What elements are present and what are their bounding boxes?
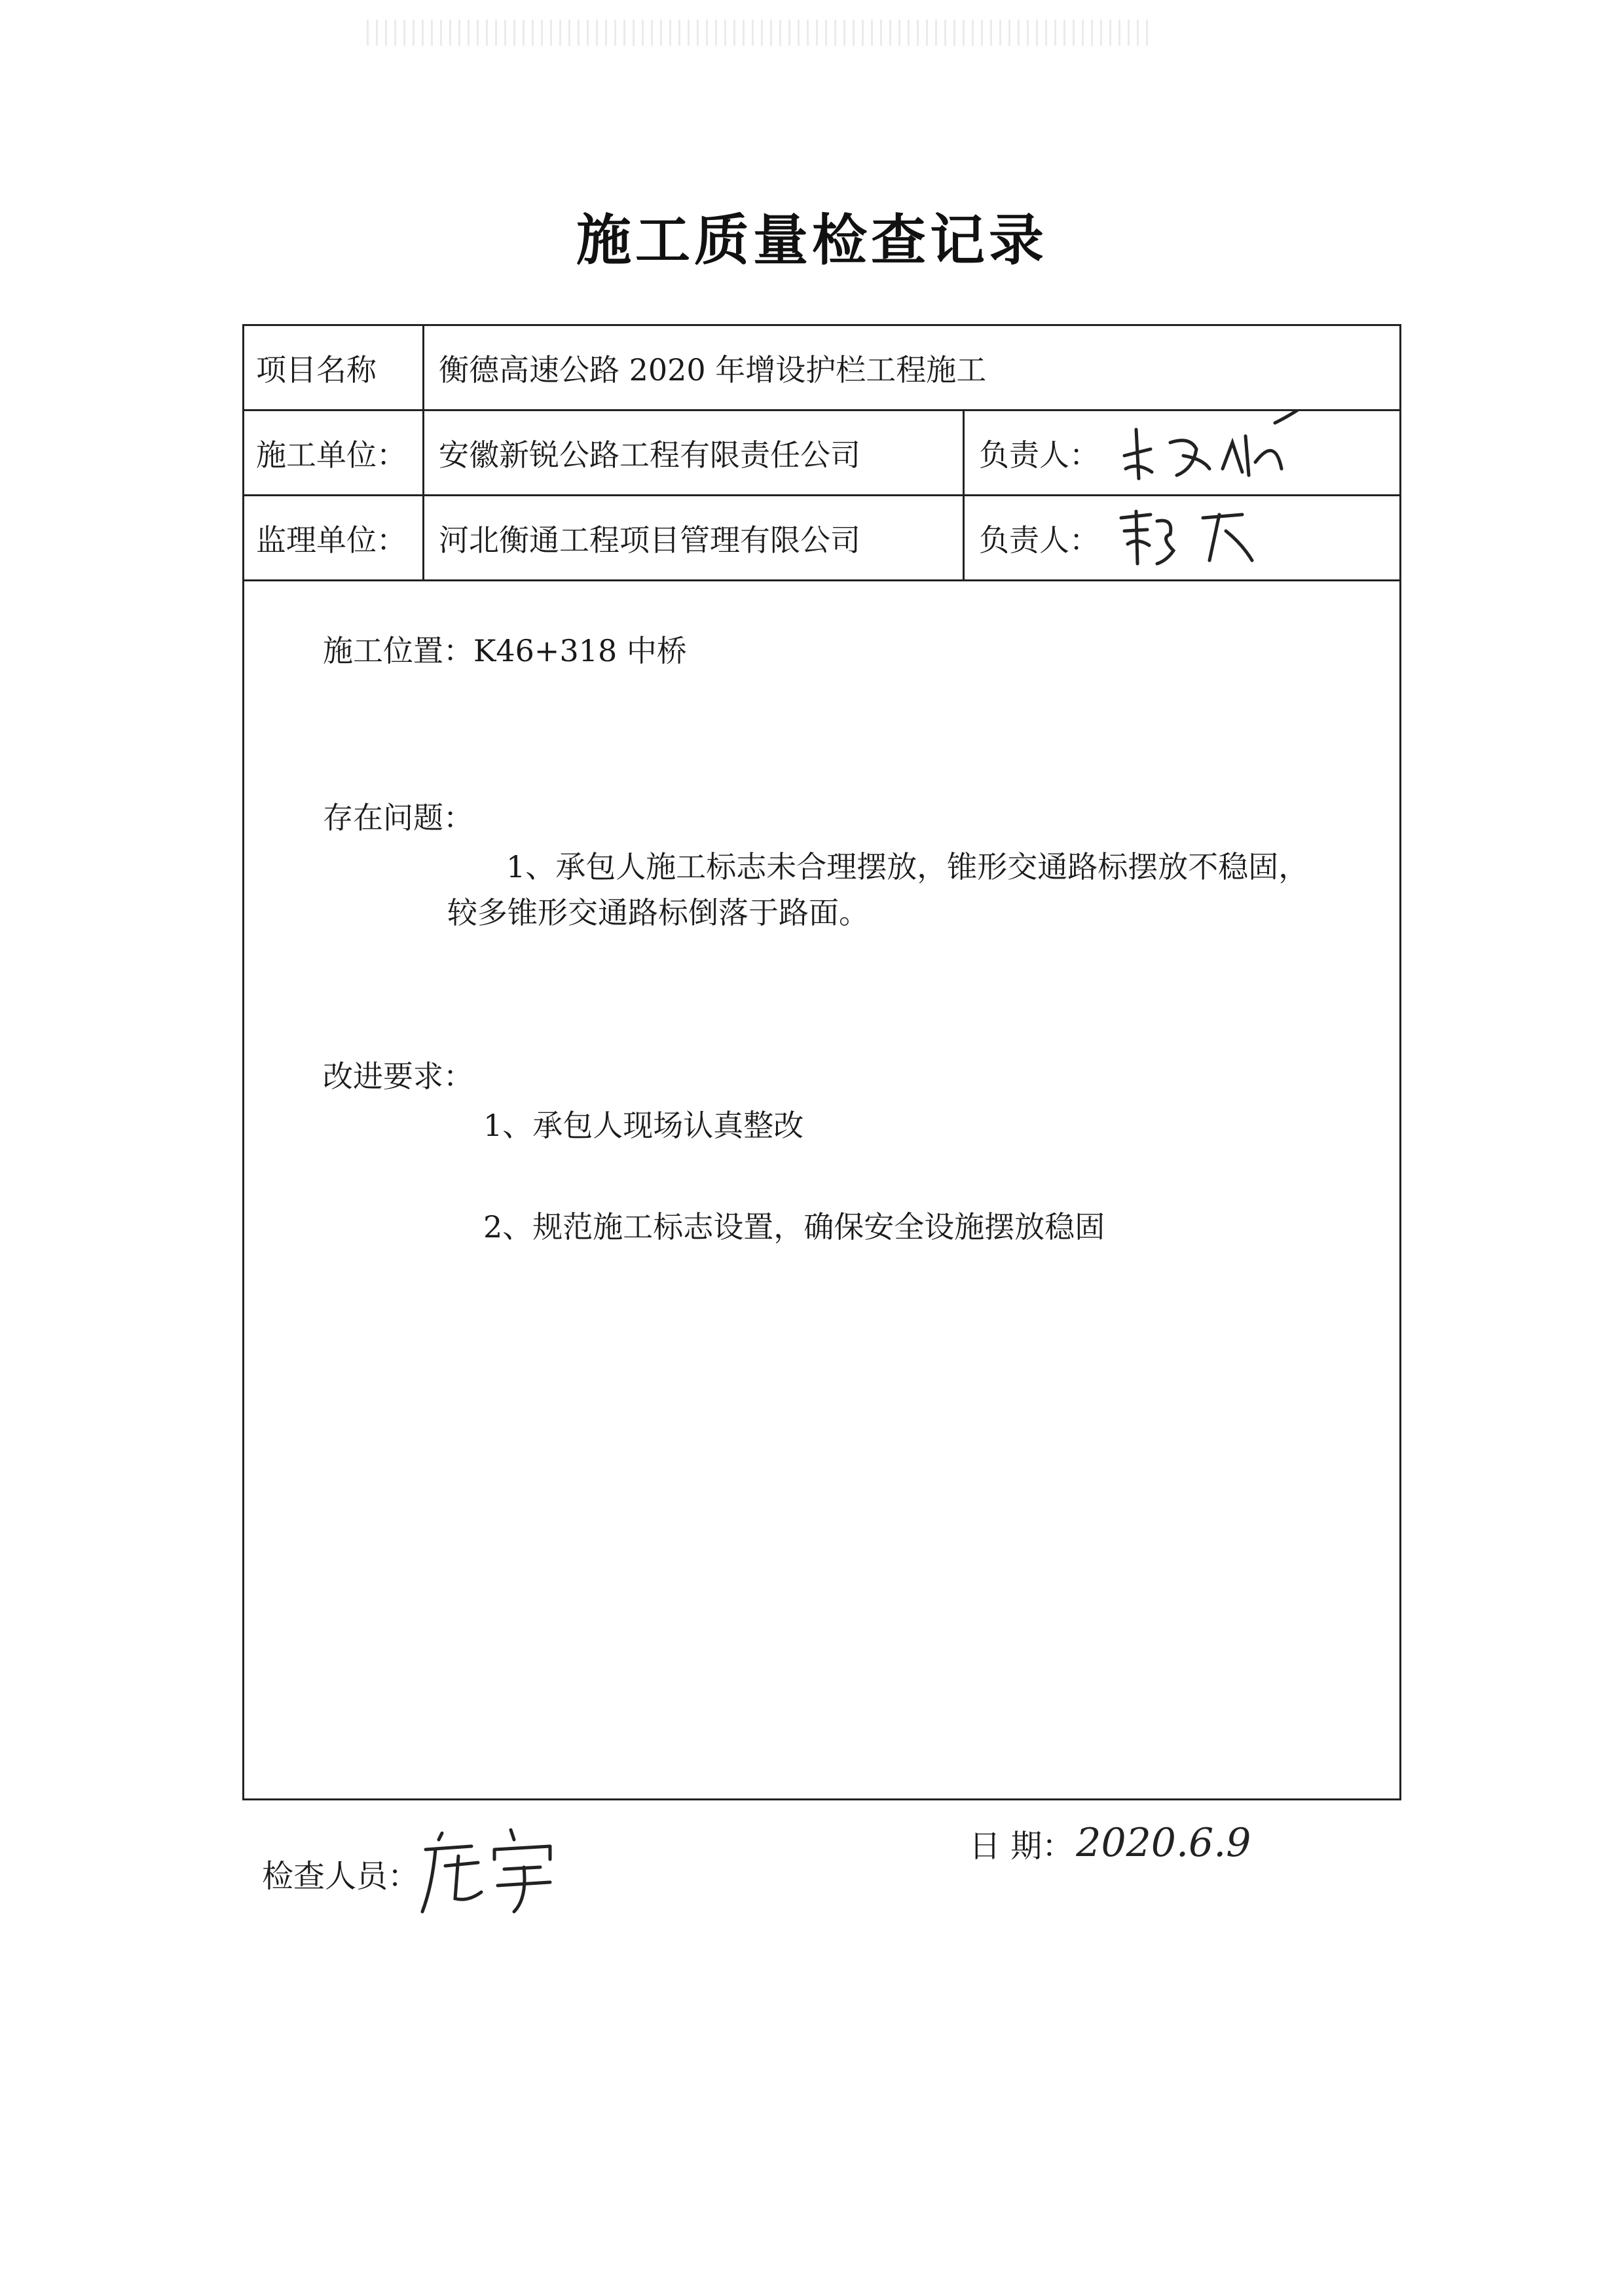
inspector-field xyxy=(262,1820,563,1926)
inspector-label: 检查人员： xyxy=(262,1857,420,1895)
inspector-signature-image xyxy=(419,1820,563,1918)
inspection-form xyxy=(242,324,1401,1800)
requirement-item: 2、规范施工标志设置，确保安全设施摆放稳固 xyxy=(483,1209,1105,1245)
contractor-signature-image xyxy=(1111,411,1308,488)
date-label: 日 期： xyxy=(969,1827,1074,1865)
supervisor-responsible-label: 负责人： xyxy=(979,522,1099,558)
issue-line: 较多锥形交通路标倒落于路面。 xyxy=(447,895,869,930)
supervisor-signature-image xyxy=(1111,498,1268,570)
supervisor-responsible-cell xyxy=(965,496,1399,579)
supervisor-signature xyxy=(1111,498,1268,577)
supervisor-row xyxy=(244,496,1399,581)
supervisor-value: 河北衡通工程项目管理有限公司 xyxy=(424,496,965,579)
date-field xyxy=(969,1820,1251,1866)
document-title: 施工质量检查记录 xyxy=(576,208,1048,272)
contractor-responsible-cell xyxy=(965,411,1399,494)
contractor-row xyxy=(244,411,1399,496)
project-value: 衡德高速公路 2020 年增设护栏工程施工 xyxy=(439,352,987,388)
issues-heading: 存在问题： xyxy=(323,800,473,835)
project-label: 项目名称 xyxy=(244,326,424,409)
inspection-body xyxy=(244,581,1399,1800)
requirement-item: 1、承包人现场认真整改 xyxy=(483,1108,804,1143)
inspector-signature xyxy=(419,1820,563,1926)
contractor-responsible-label: 负责人： xyxy=(979,437,1099,473)
project-row xyxy=(244,326,1399,411)
contractor-value: 安徽新锐公路工程有限责任公司 xyxy=(424,411,965,494)
contractor-label: 施工单位： xyxy=(244,411,424,494)
construction-location: 施工位置：K46+318 中桥 xyxy=(323,633,687,668)
requirements-heading: 改进要求： xyxy=(323,1059,473,1094)
contractor-signature xyxy=(1111,411,1308,494)
scan-artifact xyxy=(367,20,1153,46)
date-value: 2020.6.9 xyxy=(1076,1820,1251,1866)
supervisor-label: 监理单位： xyxy=(244,496,424,579)
issue-line: 1、承包人施工标志未合理摆放，锥形交通路标摆放不稳固， xyxy=(506,849,1309,884)
